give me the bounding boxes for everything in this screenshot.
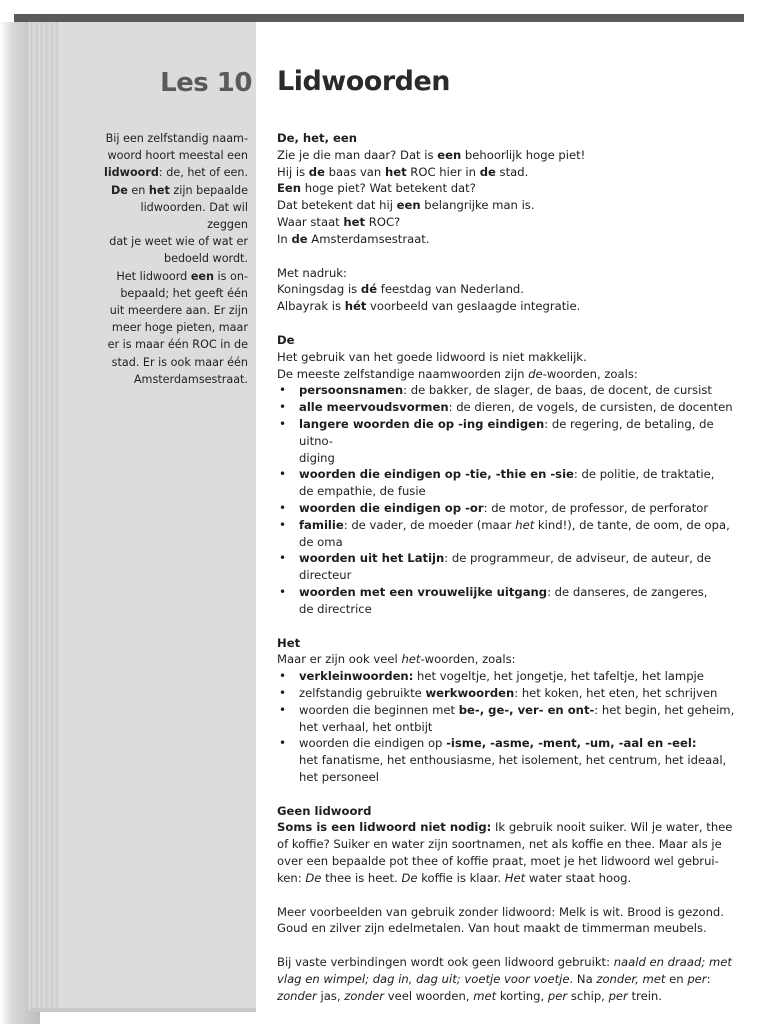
de-intro-2: De meeste zelfstandige naamwoorden zijn de-woorden, zoals: (277, 366, 638, 381)
section-heading-geen-lidwoord: Geen lidwoord (277, 803, 372, 818)
example-line: Dat betekent dat hij een belangrijke man is. (277, 198, 535, 213)
het-words-list (277, 668, 747, 786)
section-heading-het: Het (277, 635, 301, 650)
het-intro: Maar er zijn ook veel het-woorden, zoals: (277, 652, 516, 667)
de-intro-1: Het gebruik van het goede lidwoord is niet makkelijk. (277, 349, 587, 364)
list-item: • verkleinwoorden: het vogeltje, het jongetje, het tafeltje, het lampje (277, 668, 747, 685)
example-line: Albayrak is hét voorbeeld van geslaagde integratie. (277, 299, 581, 314)
geen-paragraph-1: Soms is een lidwoord niet nodig: Ik gebruik nooit suiker. Wil je water, thee of koffie? Suiker en water zijn soortnamen, net als koffie en thee. Maar als je over een bepaalde pot thee of koffie praat, moet je het lidwoord wel gebrui- ken: De thee is heet. De koffie is klaar. Het water staat hoog. (277, 820, 733, 885)
list-item: • zelfstandig gebruikte werkwoorden: het koken, het eten, het schrijven (277, 685, 747, 702)
geen-paragraph-3: Bij vaste verbindingen wordt ook geen lidwoord gebruikt: naald en draad; met vlag en wimpel; dag in, dag uit; voetje voor voetje. Na zonder, met en per: zonder jas, zonder veel woorden, met korting, per schip, per trein. (277, 955, 732, 1003)
example-line: Zie je die man daar? Dat is een behoorlijk hoge piet! (277, 147, 586, 162)
nadruk-label: Met nadruk: (277, 265, 347, 280)
list-item: • woorden met een vrouwelijke uitgang: de danseres, de zangeres, de directrice (277, 584, 747, 618)
main-content (277, 130, 747, 1005)
scan-top-edge (14, 14, 744, 22)
example-line: In de Amsterdamsestraat. (277, 231, 430, 246)
section-heading-de-het-een: De, het, een (277, 131, 358, 145)
lesson-number: Les 10 (160, 68, 252, 98)
list-item: • woorden uit het Latijn: de programmeur, de adviseur, de auteur, de directeur (277, 550, 747, 584)
geen-paragraph-2: Meer voorbeelden van gebruik zonder lidwoord: Melk is wit. Brood is gezond. Goud en zilver zijn edelmetalen. Van hout maakt de timmerman meubels. (277, 904, 724, 936)
list-item: • woorden die eindigen op -isme, -asme, -ment, -um, -aal en -eel: het fanatisme, het enthousiasme, het isolement, het centrum, het ideaal, het personeel (277, 735, 747, 785)
section-heading-de: De (277, 332, 295, 347)
list-item: • familie: de vader, de moeder (maar het kind!), de tante, de oom, de opa, de oma (277, 517, 747, 551)
list-item: • langere woorden die op -ing eindigen: de regering, de betaling, de uitno- diging (277, 416, 747, 466)
list-item: • woorden die eindigen op -or: de motor, de professor, de perforator (277, 500, 747, 517)
book-page-edges (28, 22, 64, 1010)
sidebar-note: Bij een zelfstandig naam- woord hoort meestal een lidwoord: de, het of een. De en het zijn bepaalde lidwoorden. Dat wil zeggen dat je weet wie of wat er bedoeld wordt. Het lidwoord een is on- bepaald; het geeft één uit meerdere aan. Er zijn meer hoge pieten, maar er is maar één ROC in de stad. Er is ook maar één Amsterdamsestraat. (103, 132, 248, 386)
page-title: Lidwoorden (277, 66, 451, 97)
list-item: • woorden die beginnen met be-, ge-, ver- en ont-: het begin, het geheim, het verhaal, het ontbijt (277, 702, 747, 736)
example-line: Een hoge piet? Wat betekent dat? (277, 181, 476, 196)
example-line: Koningsdag is dé feestdag van Nederland. (277, 282, 524, 297)
example-line: Hij is de baas van het ROC hier in de stad. (277, 164, 529, 179)
example-line: Waar staat het ROC? (277, 214, 401, 229)
list-item: • woorden die eindigen op -tie, -thie en -sie: de politie, de traktatie, de empathie, de fusie (277, 466, 747, 500)
list-item: • persoonsnamen: de bakker, de slager, de baas, de docent, de cursist (277, 382, 747, 399)
list-item: • alle meervoudsvormen: de dieren, de vogels, de cursisten, de docenten (277, 399, 747, 416)
de-words-list (277, 382, 747, 617)
book-bottom-edge (30, 1008, 256, 1012)
